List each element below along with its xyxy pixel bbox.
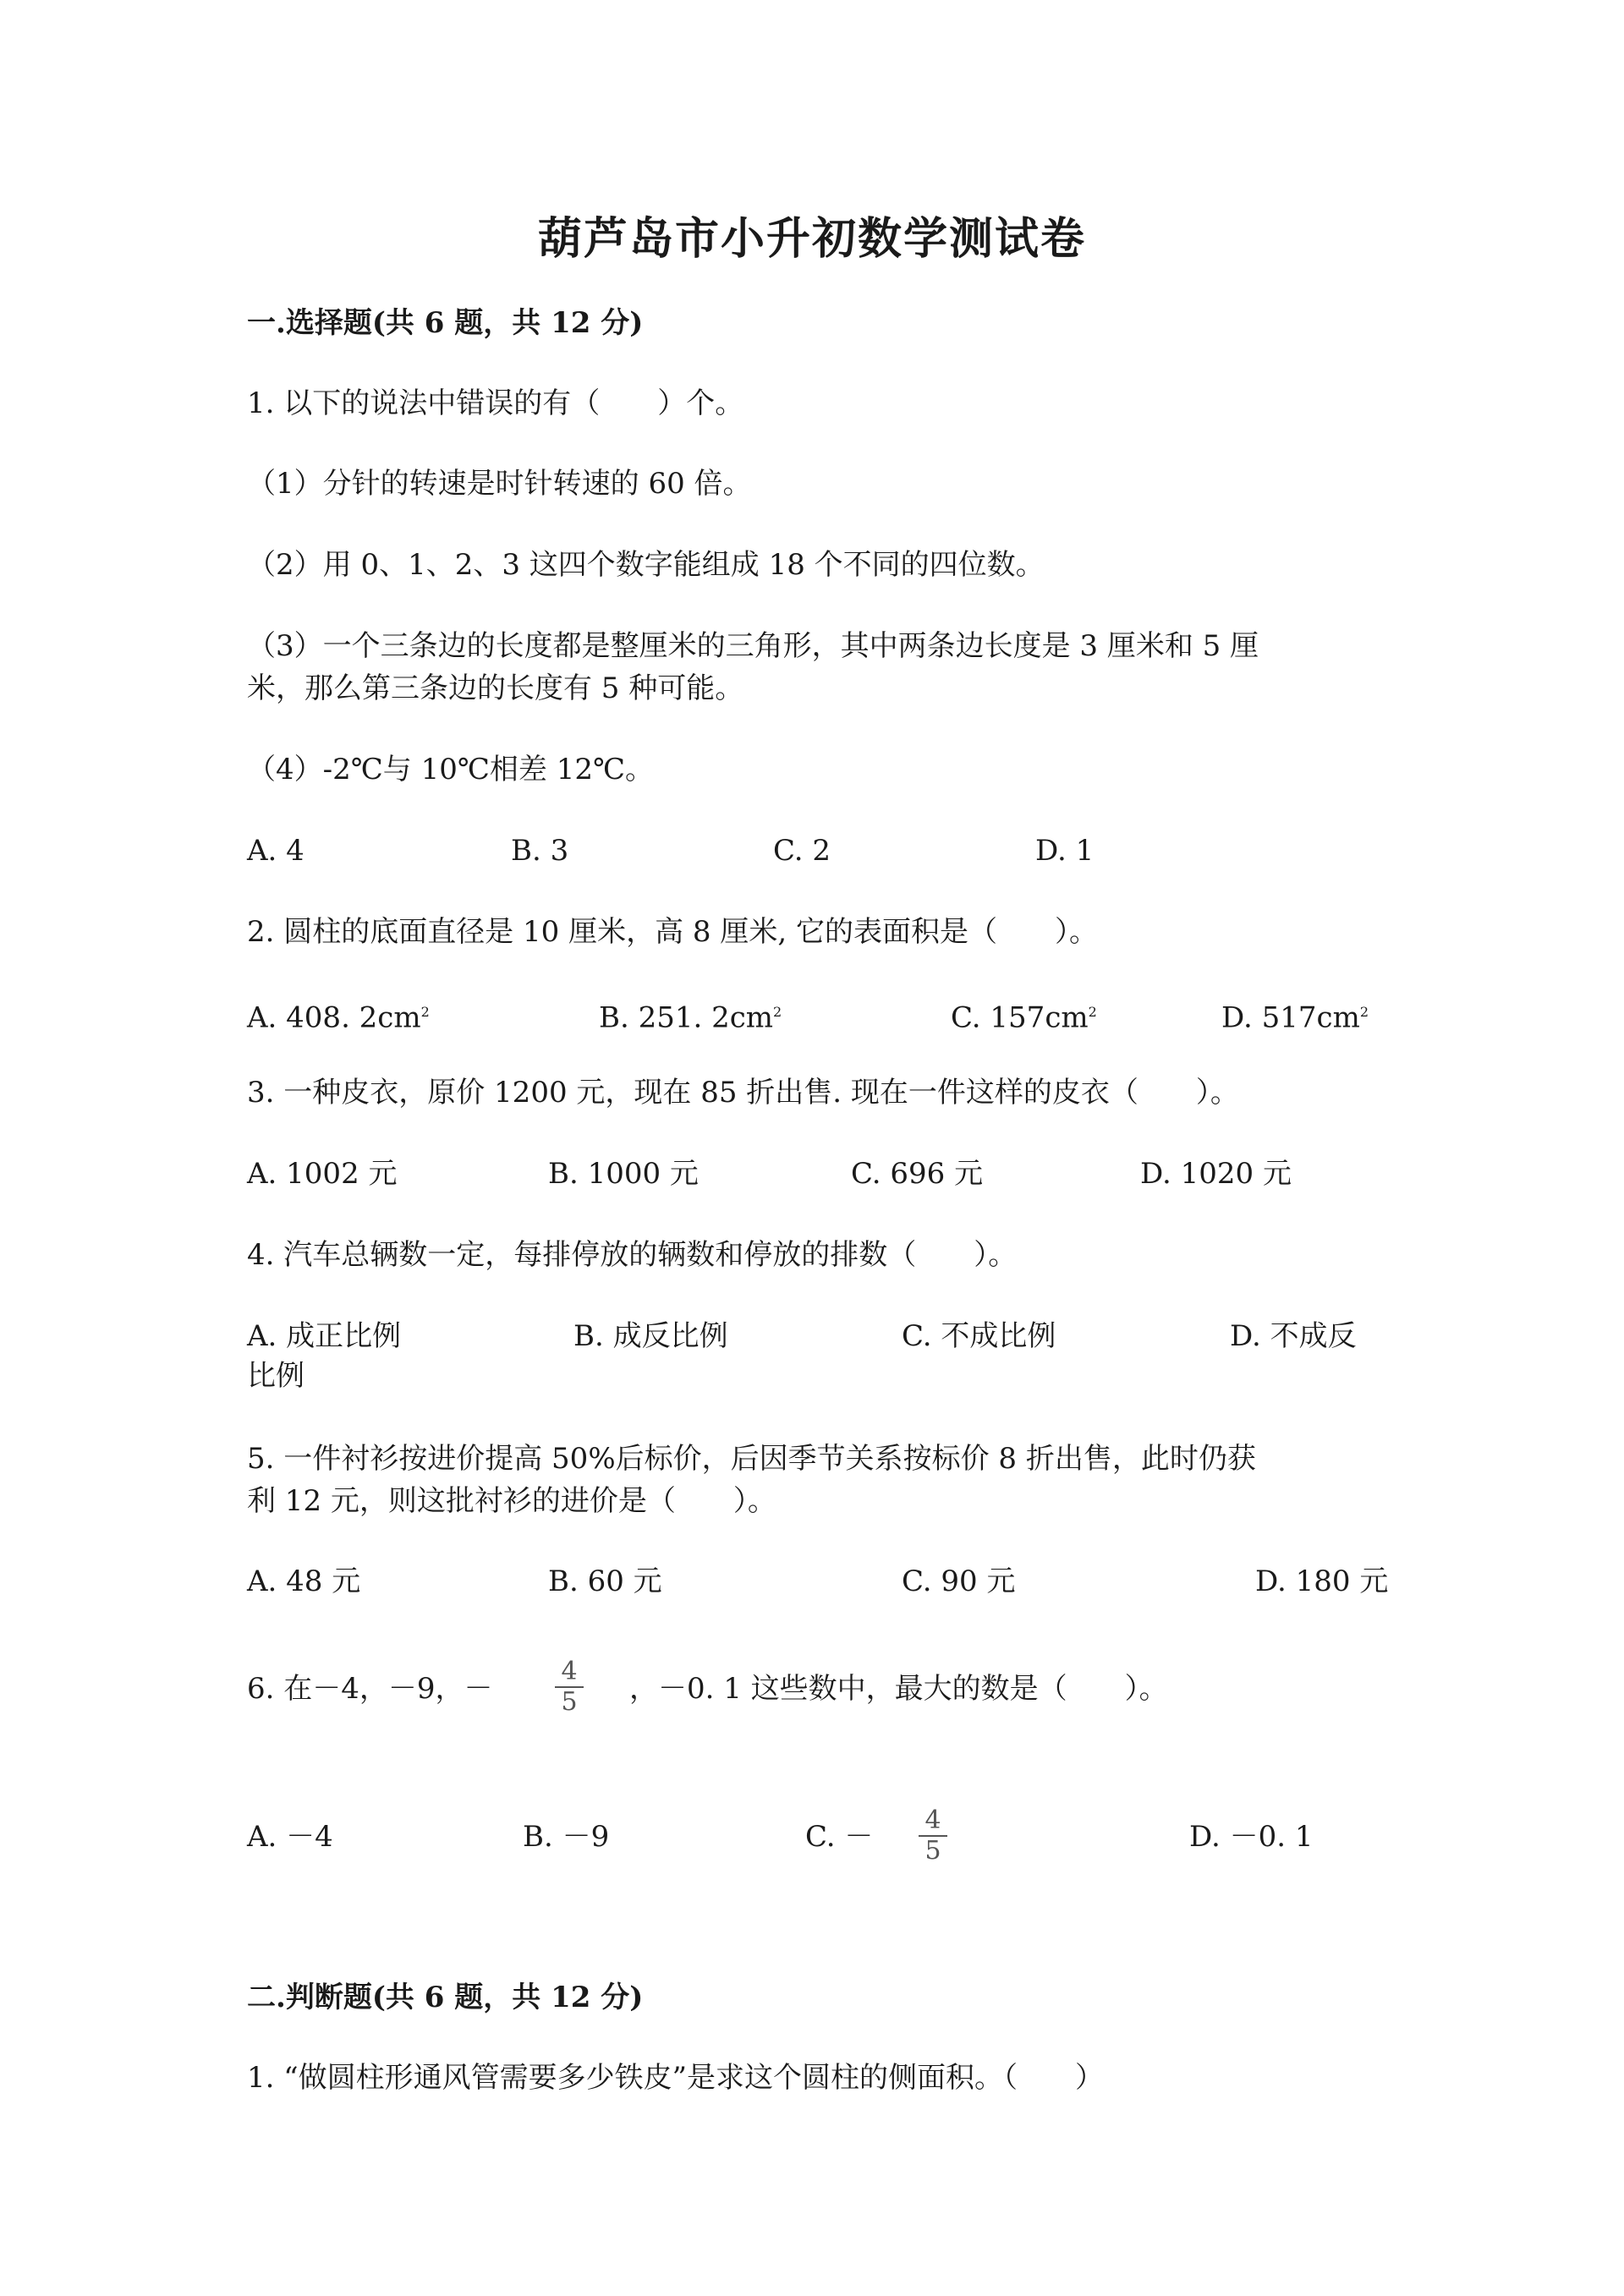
q3-option-d[interactable]: D. 1020 元 (1140, 1157, 1292, 1191)
q6-stem-part-1: 6. 在－4，－9，－ (247, 1672, 493, 1706)
q4-option-c[interactable]: C. 不成比例 (902, 1319, 1056, 1353)
q1-option-c[interactable]: C. 2 (773, 834, 831, 868)
q6-option-c[interactable]: C. － (805, 1820, 874, 1854)
q1-statement-1: （1）分针的转速是时针转速的 60 倍。 (247, 467, 752, 501)
q5-option-c[interactable]: C. 90 元 (902, 1564, 1016, 1598)
q1-option-a[interactable]: A. 4 (247, 834, 304, 868)
q6-option-c-fraction (919, 1806, 947, 1866)
s2-q1-stem: 1. “做圆柱形通风管需要多少铁皮”是求这个圆柱的侧面积。（ ） (247, 2061, 1105, 2095)
q6-option-d[interactable]: D. －0. 1 (1189, 1820, 1314, 1854)
q6-option-c-numerator: 4 (919, 1806, 947, 1837)
q3-option-a[interactable]: A. 1002 元 (247, 1157, 398, 1191)
q4-stem: 4. 汽车总辆数一定，每排停放的辆数和停放的排数（ ）。 (247, 1238, 1018, 1272)
q2-option-b[interactable]: B. 251. $2cm^2$ (599, 1000, 782, 1035)
q5-option-a[interactable]: A. 48 元 (247, 1564, 361, 1598)
q1-option-b[interactable]: B. 3 (511, 834, 569, 868)
section-1-heading: 一.选择题(共 6 题，共 12 分) (247, 306, 644, 340)
q6-stem-part-2: ，－0. 1 这些数中，最大的数是（ ）。 (629, 1672, 1168, 1706)
q1-statement-4: （4）-2℃与 10℃相差 12℃。 (247, 753, 654, 786)
q4-option-d[interactable]: D. 不成反 (1230, 1319, 1357, 1353)
q6-fraction-numerator: 4 (555, 1658, 584, 1688)
q2-option-c[interactable]: C. $157cm^2$ (951, 1000, 1097, 1035)
page-title: 葫芦岛市小升初数学测试卷 (537, 213, 1086, 265)
q1-statement-3b: 米，那么第三条边的长度有 5 种可能。 (247, 671, 744, 705)
q3-option-c[interactable]: C. 696 元 (851, 1157, 984, 1191)
q6-fraction-denominator: 5 (561, 1687, 578, 1717)
q6-option-b[interactable]: B. －9 (523, 1820, 610, 1854)
q6-option-c-denominator: 5 (924, 1836, 941, 1866)
q6-fraction (555, 1658, 584, 1717)
q5-option-d[interactable]: D. 180 元 (1255, 1564, 1389, 1598)
q2-option-d[interactable]: D. $517cm^2$ (1221, 1000, 1369, 1035)
q3-stem: 3. 一种皮衣，原价 1200 元，现在 85 折出售. 现在一件这样的皮衣（ ）。 (247, 1076, 1239, 1110)
q4-option-d-wrap: 比例 (247, 1359, 304, 1393)
q1-statement-3a: （3）一个三条边的长度都是整厘米的三角形，其中两条边长度是 3 厘米和 5 厘 (247, 629, 1259, 663)
q2-option-a[interactable]: A. 408. $2cm^2$ (247, 1000, 430, 1035)
q5-option-b[interactable]: B. 60 元 (548, 1564, 662, 1598)
q6-option-a[interactable]: A. －4 (247, 1820, 333, 1854)
q5-stem-line-1: 5. 一件衬衫按进价提高 50%后标价，后因季节关系按标价 8 折出售，此时仍获 (247, 1442, 1256, 1476)
q2-stem: 2. 圆柱的底面直径是 10 厘米，高 8 厘米, 它的表面积是（ ）。 (247, 915, 1098, 949)
q4-option-a[interactable]: A. 成正比例 (247, 1319, 402, 1353)
section-2-heading: 二.判断题(共 6 题，共 12 分) (247, 1981, 644, 2014)
q5-stem-line-2: 利 12 元，则这批衬衫的进价是（ ）。 (247, 1484, 776, 1518)
q1-statement-2: （2）用 0、1、2、3 这四个数字能组成 18 个不同的四位数。 (247, 548, 1045, 582)
q1-option-d[interactable]: D. 1 (1035, 834, 1095, 868)
q3-option-b[interactable]: B. 1000 元 (548, 1157, 699, 1191)
q4-option-b[interactable]: B. 成反比例 (573, 1319, 728, 1353)
q1-stem: 1. 以下的说法中错误的有（ ）个。 (247, 386, 744, 420)
